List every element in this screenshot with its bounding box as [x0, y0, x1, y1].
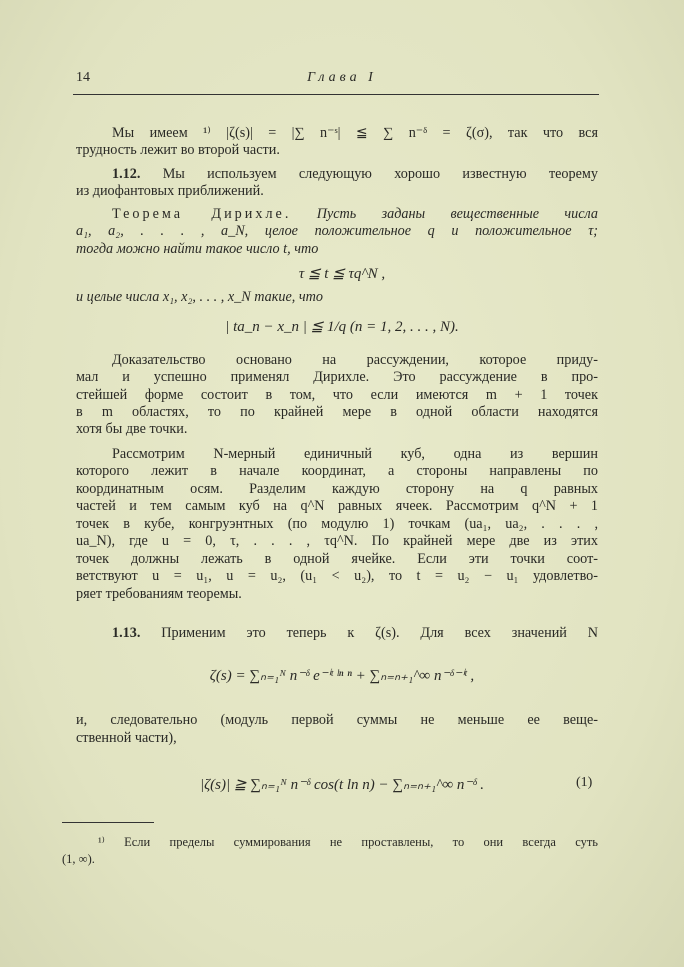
- text-line: в m областях, то по крайней мере в одной области находятся: [76, 404, 598, 420]
- page-number: 14: [76, 70, 90, 85]
- text-line: трудность лежит во второй части.: [76, 142, 280, 158]
- text-line: которого лежит в начале координат, а стороны направлены по: [76, 463, 598, 479]
- text-line: ua_N), где u = 0, τ, . . . , τq^N. По крайней мере две из этих: [76, 533, 598, 549]
- text-line: хотя бы две точки.: [76, 421, 188, 437]
- text-line: Мы имеем ¹⁾ |ζ(s)| = |∑ n⁻ˢ| ≦ ∑ n⁻ᵟ = ζ(σ), так что вся: [112, 125, 598, 141]
- running-header: Глава I: [307, 70, 377, 85]
- section-number: 1.12.: [112, 166, 141, 182]
- text-line: и, следовательно (модуль первой суммы не меньше ее веще-: [76, 712, 598, 728]
- footnote-rule: [62, 822, 154, 823]
- text-line: Рассмотрим N-мерный единичный куб, одна из вершин: [112, 446, 598, 462]
- text-line: a₁, a₂, . . . , a_N, целое положительное q и положительное τ;: [76, 223, 598, 239]
- text-line: ряет требованиям теоремы.: [76, 586, 242, 602]
- section-1-12: [112, 166, 598, 183]
- header-rule: [73, 94, 599, 95]
- footnote: (1, ∞).: [62, 852, 95, 866]
- equation-number: (1): [576, 775, 593, 790]
- section-1-13: [112, 625, 598, 642]
- text-line: частей и тем самым куб на q^N равных ячеек. Рассмотрим q^N + 1: [76, 498, 598, 514]
- text-line: координатным осям. Разделим каждую сторону на q равных: [76, 481, 598, 497]
- text-line: Пусть заданы вещественные числа: [316, 206, 599, 222]
- text-line: ственной части),: [76, 730, 177, 746]
- text-line: точек в кубе, конгруэнтных (по модулю 1) точкам (ua₁, ua₂, . . . ,: [76, 516, 598, 532]
- text-line: Применим это теперь к ζ(s). Для всех значений N: [161, 625, 598, 641]
- text-line: тогда можно найти такое число t, что: [76, 241, 319, 257]
- text-line: мал и успешно применял Дирихле. Это рассуждение в про-: [76, 369, 598, 385]
- footnote: ¹⁾ Если пределы суммирования не проставлены, то они всегда суть: [98, 835, 598, 849]
- text-line: из диофантовых приближений.: [76, 183, 264, 199]
- theorem-heading: [112, 206, 598, 223]
- formula-zeta-lower-bound: |ζ(s)| ≧ ∑ₙ₌₁ᴺ n⁻ᵟ cos(t ln n) − ∑ₙ₌ₙ₊₁^∞ n⁻ᵟ .: [199, 777, 484, 793]
- formula-zeta-split: ζ(s) = ∑ₙ₌₁ᴺ n⁻ᵟ e⁻ⁱᵗ ˡⁿ ⁿ + ∑ₙ₌ₙ₊₁^∞ n⁻ᵟ⁻ⁱᵗ ,: [209, 668, 475, 684]
- text-line: Доказательство основано на рассуждении, которое приду-: [112, 352, 598, 368]
- text-line: и целые числа x₁, x₂, . . . , x_N такие, что: [76, 289, 323, 305]
- formula-approximation: | ta_n − x_n | ≦ 1/q (n = 1, 2, . . . , N).: [225, 319, 459, 335]
- formula-inequality-t: τ ≦ t ≦ τq^N ,: [298, 266, 386, 282]
- theorem-label: Теорема Дирихле.: [112, 206, 292, 222]
- text-line: точек должны лежать в одной ячейке. Если эти точки соот-: [76, 551, 598, 567]
- text-line: ветствуют u = u₁, u = u₂, (u₁ < u₂), то t = u₂ − u₁ удовлетво-: [76, 568, 598, 584]
- text-line: стейшей форме состоит в том, что если имеются m + 1 точек: [76, 387, 598, 403]
- text-line: Мы используем следующую хорошо известную теорему: [162, 166, 598, 182]
- section-number: 1.13.: [112, 625, 141, 641]
